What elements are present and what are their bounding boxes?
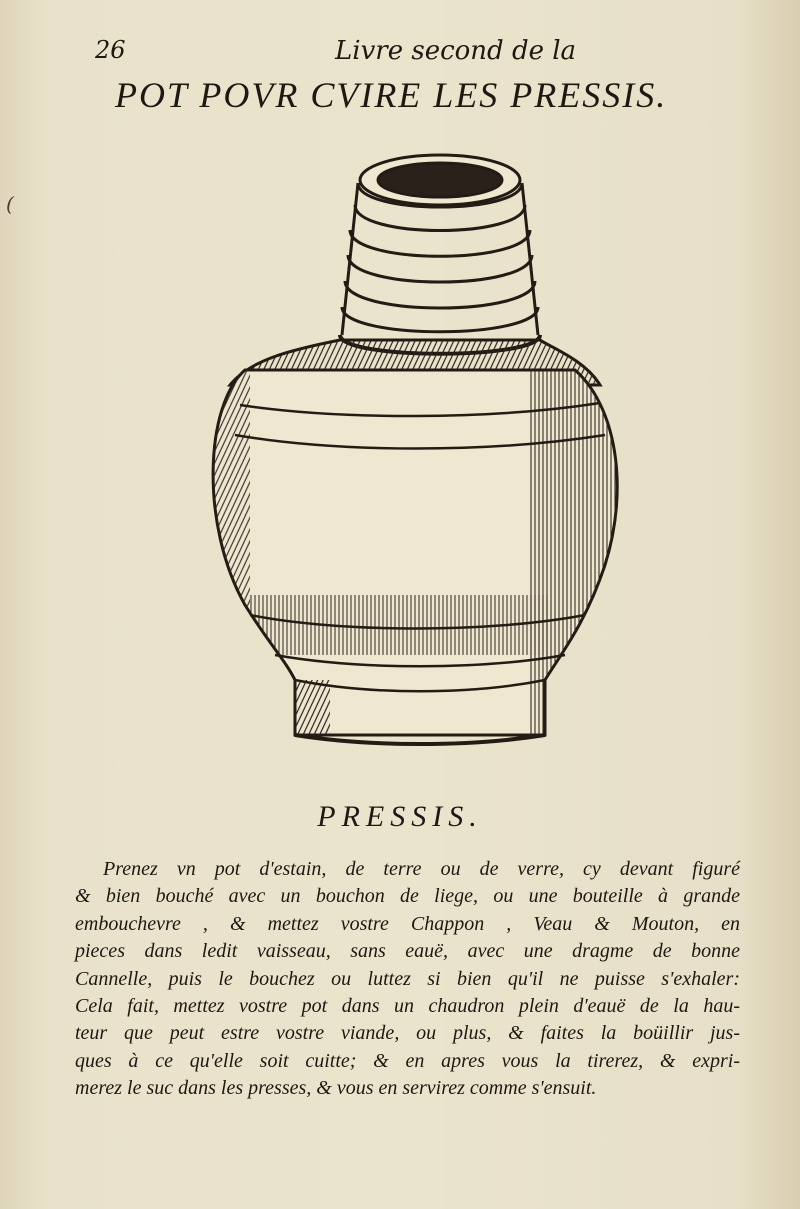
text-line: ques à ce qu'elle soit cuitte; & en apres vous la tirerez, & expri- [75,1049,740,1072]
text-line: Cannelle, puis le bouchez ou luttez si bien qu'il ne puisse s'exhaler: [75,967,740,990]
text-line: embouchevre , & mettez vostre Chappon , Veau & Mouton, en [75,912,740,935]
running-head: Livre second de la [335,36,577,66]
section-title: PRESSIS. [317,800,483,833]
text-line: merez le suc dans les presses, & vous en servirez comme s'ensuit. [75,1077,597,1100]
text-line: pieces dans ledit vaisseau, sans eauë, avec une dragme de bonne [75,940,740,963]
margin-mark: ( [6,192,14,216]
pot-engraving-icon [190,135,630,755]
page-header [95,36,715,72]
page-title: POT POVR CVIRE LES PRESSIS. [115,75,668,115]
recipe-text [75,856,740,1103]
text-line: & bien bouché avec un bouchon de liege, ou une bouteille à grande [75,885,740,908]
text-line: teur que peut estre vostre viande, ou plus, & faites la boüillir jus- [75,1022,740,1045]
text-line: Prenez vn pot d'estain, de terre ou de verre, cy devant figuré [103,858,740,880]
text-line: Cela fait, mettez vostre pot dans un chaudron plein d'eauë de la hau- [75,995,740,1018]
page-number: 26 [95,36,126,64]
